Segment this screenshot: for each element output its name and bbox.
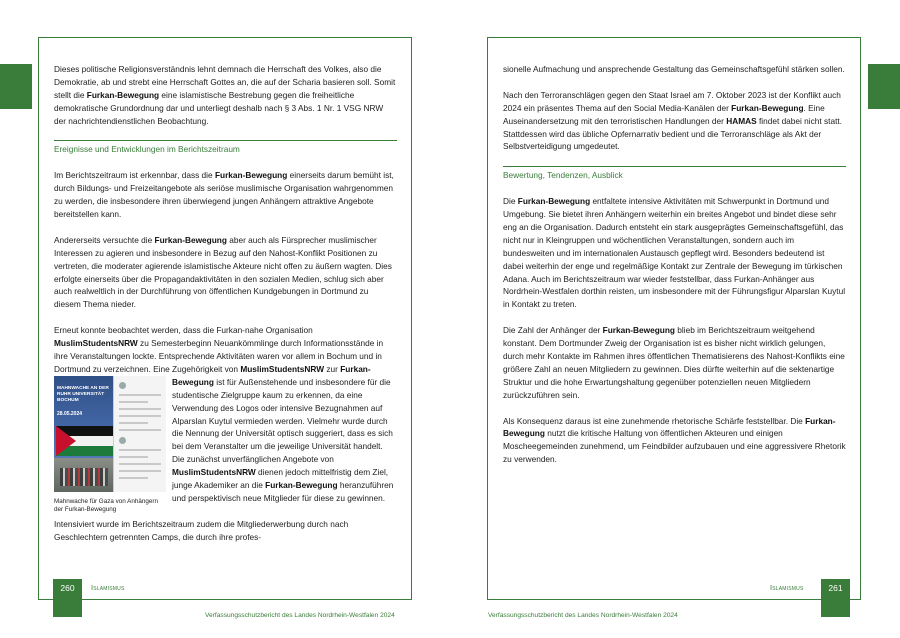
right-page-text — [503, 63, 846, 479]
section-heading: Bewertung, Tendenzen, Ausblick — [503, 166, 846, 182]
vigil-photo — [54, 376, 166, 492]
paragraph: Erneut konnte beobachtet werden, dass die Furkan-nahe Organisation MuslimStudentsNRW zu Semesterbeginn Neuankömmlinge durch Informationsstände in ihre Veranstaltungen lockte. Entsprechende Aktivitäten waren vor allem in Bochum und in Dortmund zu verzeichnen. Eine Zugehörigkeit von MuslimStudentsNRW zur Furkan-Bewegung MAHNWACHE AN DER RUHR UNIVERSITÄT BOCHUM 28.05.2024 Mahnwache für Gaza von Anhängern der Furkan-Bewegung ist für Außenstehende und insbesondere für die studentische Zielgruppe kaum zu erkennen, da eine Verwendung des Logos oder intensive Bezugnahmen auf Alparslan Kuytul vermieden werden. Vielmehr wurde durch die Nennung der Universität optisch suggeriert, dass es sich bei dem Veranstalter um die jeweilige Universität handelt. Die zunächst unverfänglichen Angebote von MuslimStudentsNRW dienen jedoch mittelfristig dem Ziel, junge Akademiker an die Furkan-Bewegung heranzuführen und perspektivisch neue Mitglieder für diese zu gewinnen. — [54, 325, 394, 513]
poster-text: MAHNWACHE AN DER RUHR UNIVERSITÄT BOCHUM — [57, 385, 109, 403]
left-page-text — [54, 63, 397, 556]
poster-date: 28.05.2024 — [57, 410, 83, 417]
figure-caption: Mahnwache für Gaza von Anhängern der Furkan-Bewegung — [54, 497, 158, 513]
section-tag: Islamismus — [770, 583, 804, 592]
running-footer: Verfassungsschutzbericht des Landes Nordrhein-Westfalen 2024 — [488, 612, 678, 619]
paragraph: Die Zahl der Anhänger der Furkan-Bewegung blieb im Berichtszeitraum weitgehend konstant. Dem Dortmunder Zweig der Organisation ist es bisher nicht wirklich gelungen, durch mehr Kontakte im Rahmen ihres öffentlichen Thematisierens des Nahost-Konflikts eine größere Zahl an neuen Mitgliedern zu gewinnen. Dies dürfte weiterhin auf die sektenartige Struktur und die hohe Erwartungshaltung gegenüber potenziellen neuen Mitgliedern zurückzuführen sein. — [503, 325, 845, 400]
section-heading: Ereignisse und Entwicklungen im Berichtszeitraum — [54, 140, 397, 156]
flag-image — [56, 426, 114, 456]
left-edge-tab — [0, 64, 32, 109]
page-number: 261 — [821, 579, 850, 617]
paragraph: Als Konsequenz daraus ist eine zunehmende rhetorische Schärfe feststellbar. Die Furkan-Bewegung nutzt die kritische Haltung von öffentlichen Akteuren und einigen Moscheegemeinden zunehmend, um Feindbilder aufzubauen und eine aggressivere Rhetorik zu verwenden. — [503, 415, 846, 465]
figure — [54, 376, 166, 514]
paragraph: Intensiviert wurde im Berichtszeitraum zudem die Mitgliederwerbung durch nach Geschlechtern getrennten Camps, die durch ihre profes- — [54, 518, 349, 542]
paragraph: Andererseits versuchte die Furkan-Bewegung aber auch als Fürsprecher muslimischer Interessen zu agieren und insbesondere in Bezug auf den Nahost-Konflikt Positionen zu vertreten, die moderater agierende islamistische Akteure nicht offen zu äußern wagten. Dies erfolgte einerseits über die Propagandaktivitäten in den sozialen Medien, schlug sich aber auch realweltlich in der Durchführung von öffentlichen Kundgebungen in Dortmund zu diesem Thema nieder. — [54, 234, 392, 310]
paragraph: Dieses politische Religionsverständnis lehnt demnach die Herrschaft des Volkes, also die Demokratie, ab und strebt eine Herrschaft Gottes an, die auf der Scharia basieren soll. Somit stellt die Furkan-Bewegung eine islamistische Bestrebung gegen die freiheitliche demokratische Grundordnung dar und unterliegt deshalb nach § 3 Abs. 1 Nr. 1 VSG NRW der nachrichtendienstlichen Beobachtung. — [54, 64, 396, 126]
social-media-screenshot — [113, 376, 166, 492]
right-edge-tab — [868, 64, 900, 109]
paragraph: Die Furkan-Bewegung entfaltete intensive Aktivitäten mit Schwerpunkt in Dortmund und Umgebung. Sie bietet ihren Anhängern weiterhin ein breites Angebot und bindet diese sehr eng an die Organisation. Dadurch entsteht ein stark ausgeprägtes Gemeinschaftsgefühl, das nicht nur in Kleingruppen und wöchentlichen Veranstaltungen, sondern auch im bundesweiten und im internationalen Austausch gepflegt wird. Besonders bedeutend ist dabei weiterhin der enge und regelmäßige Kontakt zur Zentrale der Bewegung im türkischen Adana. Auch im Berichtszeitraum war wieder feststellbar, dass Furkan-Anhänger aus Nordrhein-Westfalen dorthin reisten, um insbesondere mit der Führungsfigur Alparslan Kuytul in Kontakt zu treten. — [503, 196, 846, 310]
section-tag: Islamismus — [91, 583, 125, 592]
paragraph: Im Berichtszeitraum ist erkennbar, dass die Furkan-Bewegung einerseits darum bemüht ist, durch Bildungs- und Freizeitangebote als seriöse muslimische Organisation wahrgenommen zu werden, die insbesondere ihren überwiegend jungen Anhängern attraktive Angebote bereitstellen kann. — [54, 170, 394, 220]
paragraph: sionelle Aufmachung und ansprechende Gestaltung das Gemeinschaftsgefühl stärken sollen. — [503, 64, 845, 74]
running-footer: Verfassungsschutzbericht des Landes Nordrhein-Westfalen 2024 — [205, 612, 395, 619]
paragraph: Nach den Terroranschlägen gegen den Staat Israel am 7. Oktober 2023 ist der Konflikt auch 2024 ein präsentes Thema auf den Social Media-Kanälen der Furkan-Bewegung. Eine Auseinandersetzung mit den terroristischen Handlungen der HAMAS findet dabei nicht statt. Stattdessen wird das übliche Opfernarrativ bedient und die Terroranschläge als Akt der Selbstverteidigung umgedeutet. — [503, 89, 842, 152]
page-number: 260 — [53, 579, 82, 617]
